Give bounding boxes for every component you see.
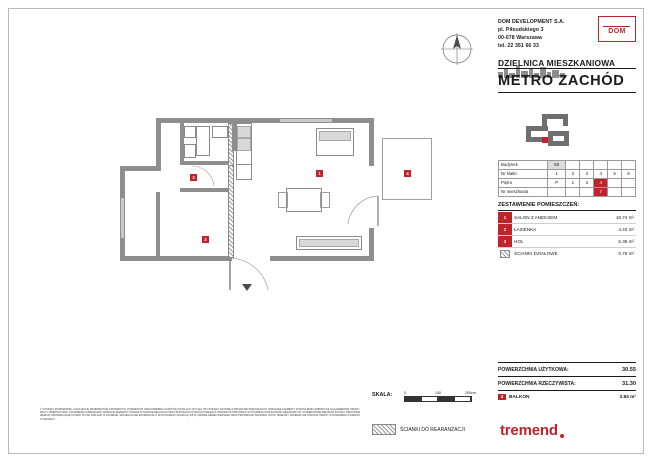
scale-tick-200: 200cm — [465, 391, 476, 395]
scale-tick-0: 0 — [404, 391, 406, 395]
schedule-row — [498, 212, 636, 224]
hatch-swatch-icon — [372, 424, 396, 435]
washbasin-icon — [184, 126, 196, 138]
balcony-label: BALKON — [509, 394, 530, 400]
info-cell — [622, 161, 636, 170]
window-top — [280, 119, 332, 122]
company-line-3: 00-078 Warszawa — [498, 35, 542, 41]
schedule-row — [498, 224, 636, 236]
info-label-apartment: Nr mieszkania — [499, 188, 548, 197]
disclaimer-text: © WYMIARY POWIERZCHNI, LOKALIZACJE PRZEDMIOTÓW SANITARNYCH, POJEMNOŚCI ORAZ PRZEBIEG PUNKTÓW INSTALACJI (WYCIĄG ITP.) PODANO ZGODNIE Z PROJEKTEM BUDOWLANYM. WSKAZANE ELEMENTY WYKOŃCZENIA WNĘTRZ NIE SĄ ELEMENTEM OFERTY. RZUTY ORIENTACYJNE I USTAWIENIE POMIESZCZEŃ. WSZELKIE ELEMENTY PODANE W TRAKCIE REALIZACJI PRAC BUDOWLANYCH MOGĄ PODLEGAĆ ZMIANOM W PRZYPADKU WYSTĄPIENIA OKOLICZNOŚCI NIEZALEŻNYCH. POWIERZCHNIE MIESZKAŃ ZOSTAŁY OBLICZONE WEDŁUG OBOWIĄZUJĄCEJ NORMY PN-ISO 9836:1997 W ZAKRESIE. SZCZEGÓŁOWE INFORMACJE O WYKOŃCZENIU ZNAJDUJĄ SIĘ W UMOWIE DEWELOPERSKIEJ ORAZ PROSPEKCIE INFORMACYJNYM. NINIEJSZY MATERIAŁ NIE STANOWI OFERTY W ROZUMIENIU KODEKSU CYWILNEGO. — [40, 408, 360, 421]
partition-rearrangeable-2 — [228, 165, 234, 258]
info-label-floor: Piętro — [499, 179, 548, 188]
room-name: ŁAZIENKA — [512, 224, 598, 236]
balcony-value: 3.84 m² — [619, 394, 636, 400]
info-label-staircase: Nr klatki — [499, 170, 548, 179]
partition-hol-left — [156, 192, 160, 256]
real-area-value: 31.30 — [622, 380, 636, 387]
project-title-rule — [498, 68, 636, 93]
project-subtitle: DZIELNICA MIESZKANIOWA — [498, 58, 616, 68]
info-cell-highlight: 7 — [594, 188, 608, 197]
window-left — [121, 198, 124, 238]
wall-bottom-right — [270, 256, 374, 261]
sofa-back — [319, 131, 351, 141]
north-arrow-icon — [440, 32, 474, 66]
wall-left-step — [120, 166, 161, 171]
room-number-badge: 3 — [498, 236, 512, 248]
schedule-row — [498, 236, 636, 248]
kitchen-hob-icon — [237, 138, 251, 151]
info-cell — [566, 161, 580, 170]
balcony-outline — [382, 138, 432, 200]
scale-label: SKALA: — [372, 392, 393, 398]
usable-area-row — [498, 362, 636, 376]
bathtub-icon — [196, 126, 210, 156]
info-cell — [594, 161, 608, 170]
real-area-row — [498, 376, 636, 390]
balcony-number-badge: 4 — [498, 394, 506, 401]
room-schedule — [498, 202, 636, 259]
info-row-floor — [499, 179, 636, 188]
info-row-apartment — [499, 188, 636, 197]
chair-icon — [320, 192, 330, 208]
room-schedule-heading: ZESTAWIENIE POMIESZCZEŃ: — [498, 202, 636, 211]
plan-tag-4: 4 — [404, 170, 411, 177]
info-cell — [548, 188, 566, 197]
scale-bar-segment — [405, 397, 422, 401]
balcony-row — [498, 390, 636, 403]
plan-tag-2: 2 — [202, 236, 209, 243]
room-name: SALON Z ANEKSEM — [512, 212, 598, 224]
room-area: 19.74 m² — [598, 212, 636, 224]
info-cell-highlight: 4 — [594, 179, 608, 188]
unit-info-table — [498, 160, 636, 197]
scale-bar-segment — [422, 397, 439, 401]
tremend-logo-dot — [560, 434, 564, 438]
toilet-icon — [184, 144, 196, 158]
area-totals — [498, 362, 636, 403]
info-cell — [608, 188, 622, 197]
usable-area-value: 30.55 — [622, 366, 636, 373]
wall-top — [156, 118, 374, 123]
hatch-swatch-icon — [500, 250, 510, 258]
tv-icon — [299, 239, 359, 247]
info-cell: P — [548, 179, 566, 188]
tremend-logo-text: tremend — [500, 421, 558, 439]
info-label-building: Budynek — [499, 161, 548, 170]
scale-tick-100: 100 — [435, 391, 441, 395]
wall-left-upper — [156, 118, 161, 166]
info-cell: 50 — [548, 161, 566, 170]
legend-rearrangeable-walls — [372, 424, 502, 435]
tremend-logo — [500, 418, 636, 442]
plan-tag-1: 1 — [316, 170, 323, 177]
floor-plan-drawing — [120, 118, 430, 298]
info-cell — [566, 188, 580, 197]
plan-tag-3: 3 — [190, 174, 197, 181]
info-cell — [622, 188, 636, 197]
info-cell: 2 — [580, 179, 594, 188]
room-name: ŚCIANKI DZIAŁOWE — [514, 251, 558, 256]
project-title: METRO ZACHÓD — [498, 73, 625, 89]
room-number-badge: 2 — [498, 224, 512, 236]
logo-text: DOM — [608, 27, 626, 35]
info-row-building — [499, 161, 636, 170]
room-area: 4.43 m² — [598, 224, 636, 236]
room-number-badge: 1 — [498, 212, 512, 224]
entrance-marker-icon — [242, 284, 252, 291]
info-row-staircase — [499, 170, 636, 179]
kitchen-sink-icon — [237, 126, 251, 138]
project-title-block — [498, 58, 636, 93]
logo-roof-shape — [603, 20, 630, 27]
info-cell: 5 — [608, 170, 622, 179]
schedule-row-partitions — [498, 248, 636, 260]
info-cell: 4 — [594, 170, 608, 179]
wall-bottom-left — [120, 256, 232, 261]
building-key-diagram — [498, 112, 636, 156]
info-cell — [580, 188, 594, 197]
info-cell — [622, 179, 636, 188]
scale-bar-segment — [438, 397, 455, 401]
info-cell: 6 — [622, 170, 636, 179]
company-line-4: tel. 22 351 66 33 — [498, 43, 539, 49]
info-cell: 1 — [566, 179, 580, 188]
legend-label: ŚCIANKI DO REARANŻACJI — [400, 426, 466, 433]
info-cell — [608, 179, 622, 188]
chair-icon — [278, 192, 288, 208]
real-area-label: POWIERZCHNIA RZECZYWISTA: — [498, 380, 576, 387]
room-area: 0.75 m² — [618, 251, 634, 256]
partition-hol-top — [180, 188, 232, 192]
scale-bar-segment — [455, 397, 472, 401]
bathroom-cabinet — [212, 126, 228, 138]
usable-area-label: POWIERZCHNIA UŻYTKOWA: — [498, 366, 569, 373]
header-block — [498, 18, 636, 50]
info-cell — [608, 161, 622, 170]
partition-swatch-cell — [498, 248, 512, 260]
room-name: HOL — [512, 236, 598, 248]
info-cell — [580, 161, 594, 170]
balcony-edge — [382, 138, 430, 142]
dining-table-icon — [286, 188, 322, 212]
info-cell: 1 — [548, 170, 566, 179]
kitchen-appliance — [236, 164, 252, 180]
info-cell: 2 — [566, 170, 580, 179]
scale-bar — [404, 391, 476, 402]
dom-development-logo — [598, 16, 636, 42]
company-line-1: DOM DEVELOPMENT S.A. — [498, 19, 565, 25]
balcony-door-swing — [346, 194, 380, 228]
info-cell: 3 — [580, 170, 594, 179]
wall-right-upper — [369, 118, 374, 166]
company-line-2: pl. Piłsudskiego 3 — [498, 27, 544, 33]
room-area: 6.38 m² — [598, 236, 636, 248]
